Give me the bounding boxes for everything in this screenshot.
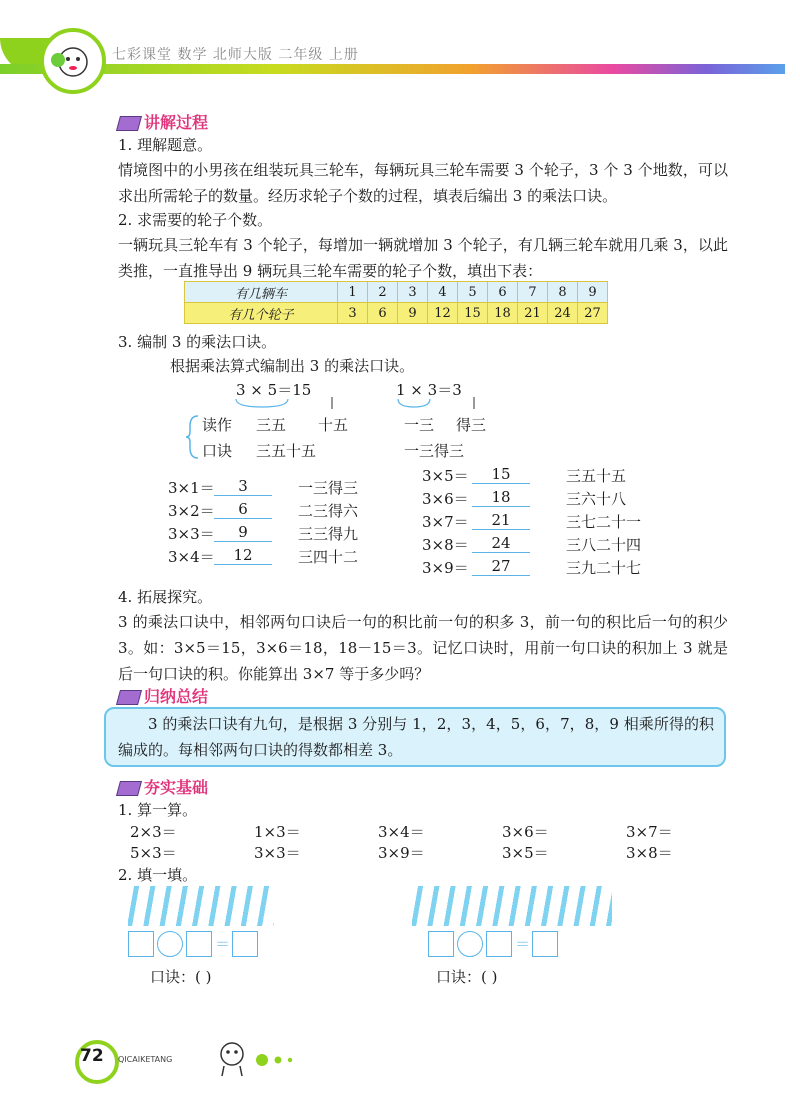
- mul-rhyme: 三八二十四: [566, 536, 642, 554]
- operator-circle[interactable]: [157, 931, 183, 957]
- answer-box[interactable]: [232, 931, 258, 957]
- table-row-head: 有几个轮子: [185, 303, 338, 324]
- example-braces: [230, 395, 490, 413]
- read-2b: 得三: [456, 416, 487, 434]
- step-3-title: 3. 编制 3 的乘法口诀。: [118, 333, 277, 351]
- table-row: [185, 303, 608, 324]
- answer-box[interactable]: [186, 931, 212, 957]
- q1-expr: 3×3＝: [254, 844, 301, 862]
- mul-expr: 3×3＝: [168, 525, 215, 543]
- q1-expr: 2×3＝: [130, 823, 177, 841]
- step-2-text: 一辆玩具三轮车有 3 个轮子，每增加一辆就增加 3 个轮子，有几辆三轮车就用几乘 3，以此类推，一直推导出 9 辆玩具三轮车需要的轮子个数，填出下表：: [118, 236, 728, 280]
- rule-label: 口诀: [202, 442, 233, 460]
- mul-rhyme: 三六十八: [566, 490, 627, 508]
- footer-brand: QICAIKETANG: [118, 1055, 173, 1064]
- q1-expr: 1×3＝: [254, 823, 301, 841]
- summary-text: 3 的乘法口诀有九句，是根据 3 分别与 1，2，3，4，5，6，7，8，9 相乘所得的积编成的。每相邻两句口诀的得数都相差 3。: [118, 715, 714, 759]
- read-2: 一三: [404, 416, 435, 434]
- footer-mascot-icon: [212, 1036, 312, 1080]
- mul-answer-blank[interactable]: 6: [214, 500, 272, 519]
- answer-box[interactable]: [486, 931, 512, 957]
- table-cell: 9: [398, 303, 428, 324]
- q1-expr: 3×6＝: [502, 823, 549, 841]
- table-cell: 27: [578, 303, 608, 324]
- mul-expr: 3×7＝: [422, 513, 469, 531]
- answer-box[interactable]: [128, 931, 154, 957]
- mul-rhyme: 三五十五: [566, 467, 627, 485]
- operator-circle[interactable]: [457, 931, 483, 957]
- table-cell: 4: [428, 282, 458, 303]
- section-heading-basics: 夯实基础: [118, 775, 208, 798]
- mul-rhyme: 三九二十七: [566, 559, 642, 577]
- table-cell: 1: [338, 282, 368, 303]
- mul-expr: 3×1＝: [168, 479, 215, 497]
- read-1: 三五: [256, 416, 287, 434]
- answer-box[interactable]: [532, 931, 558, 957]
- mul-rhyme: 三三得九: [298, 525, 359, 543]
- mul-rhyme: 一三得三: [298, 479, 359, 497]
- table-row: [185, 282, 608, 303]
- counting-sticks-right: [412, 886, 612, 926]
- left-brace: [186, 414, 200, 460]
- mascot-icon: [40, 28, 106, 94]
- mul-expr: 3×5＝: [422, 467, 469, 485]
- rhyme-blank-right[interactable]: 口诀：( ): [436, 968, 498, 986]
- wheel-table: [184, 281, 608, 324]
- table-cell: 6: [488, 282, 518, 303]
- page-number: 72: [80, 1046, 104, 1066]
- q1-expr: 3×7＝: [626, 823, 673, 841]
- notebook-icon: [116, 690, 142, 705]
- mul-answer-blank[interactable]: 15: [472, 465, 530, 484]
- mul-answer-blank[interactable]: 18: [472, 488, 530, 507]
- notebook-icon: [116, 116, 142, 131]
- section-heading-summary: 归纳总结: [118, 684, 208, 707]
- table-cell: 2: [368, 282, 398, 303]
- mul-answer-blank[interactable]: 12: [214, 546, 272, 565]
- mul-expr: 3×4＝: [168, 548, 215, 566]
- step-1-title: 1. 理解题意。: [118, 136, 213, 154]
- mul-answer-blank[interactable]: 9: [214, 523, 272, 542]
- answer-box[interactable]: [428, 931, 454, 957]
- table-cell: 3: [338, 303, 368, 324]
- q1-expr: 3×4＝: [378, 823, 425, 841]
- header-rainbow-bar: [0, 64, 785, 74]
- step-4-text: 3 的乘法口诀中，相邻两句口诀后一句的积比前一句的积多 3，前一句的积比后一句的积少 3。如：3×5＝15，3×6＝18，18－15＝3。记忆口诀时，用前一句口诀的积加上 3 就是后一句口诀的积。你能算出 3×7 等于多少吗？: [118, 613, 728, 683]
- table-cell: 24: [548, 303, 578, 324]
- mul-rhyme: 三四十二: [298, 548, 359, 566]
- table-cell: 5: [458, 282, 488, 303]
- read-label: 读作: [202, 416, 233, 434]
- table-cell: 18: [488, 303, 518, 324]
- q1-expr: 3×8＝: [626, 844, 673, 862]
- table-cell: 12: [428, 303, 458, 324]
- table-row-head: 有几辆车: [185, 282, 338, 303]
- rhyme-blank-left[interactable]: 口诀：( ): [150, 968, 212, 986]
- q1-expr: 5×3＝: [130, 844, 177, 862]
- table-cell: 15: [458, 303, 488, 324]
- table-cell: 21: [518, 303, 548, 324]
- mul-expr: 3×8＝: [422, 536, 469, 554]
- step-3-text: 根据乘法算式编制出 3 的乘法口诀。: [170, 357, 415, 375]
- mul-answer-blank[interactable]: 3: [214, 477, 272, 496]
- table-cell: 3: [398, 282, 428, 303]
- q1-title: 1. 算一算。: [118, 801, 198, 819]
- example-eq-1: 3 × 5＝15: [236, 381, 312, 399]
- mul-rhyme: 三七二十一: [566, 513, 642, 531]
- q1-expr: 3×5＝: [502, 844, 549, 862]
- example-eq-2: 1 × 3＝3: [396, 381, 462, 399]
- mul-answer-blank[interactable]: 24: [472, 534, 530, 553]
- header-title: 七彩课堂 数学 北师大版 二年级 上册: [112, 47, 359, 63]
- mul-answer-blank[interactable]: 21: [472, 511, 530, 530]
- table-cell: 7: [518, 282, 548, 303]
- q1-expr: 3×9＝: [378, 844, 425, 862]
- table-cell: 8: [548, 282, 578, 303]
- counting-sticks-left: [128, 886, 274, 926]
- mul-expr: 3×6＝: [422, 490, 469, 508]
- rule-1: 三五十五: [256, 442, 317, 460]
- rule-2: 一三得三: [404, 442, 465, 460]
- equals-sign: ＝: [515, 935, 531, 953]
- step-4-title: 4. 拓展探究。: [118, 588, 213, 606]
- table-cell: 6: [368, 303, 398, 324]
- mul-expr: 3×9＝: [422, 559, 469, 577]
- read-1b: 十五: [318, 416, 349, 434]
- mul-expr: 3×2＝: [168, 502, 215, 520]
- table-cell: 9: [578, 282, 608, 303]
- equals-sign: ＝: [215, 935, 231, 953]
- q2-title: 2. 填一填。: [118, 866, 198, 884]
- section-heading-explain: 讲解过程: [118, 110, 208, 133]
- notebook-icon: [116, 781, 142, 796]
- mul-rhyme: 二三得六: [298, 502, 359, 520]
- step-1-text: 情境图中的小男孩在组装玩具三轮车，每辆玩具三轮车需要 3 个轮子，3 个 3 个地数，可以求出所需轮子的数量。经历求轮子个数的过程，填表后编出 3 的乘法口诀。: [118, 161, 728, 205]
- mul-answer-blank[interactable]: 27: [472, 557, 530, 576]
- step-2-title: 2. 求需要的轮子个数。: [118, 211, 273, 229]
